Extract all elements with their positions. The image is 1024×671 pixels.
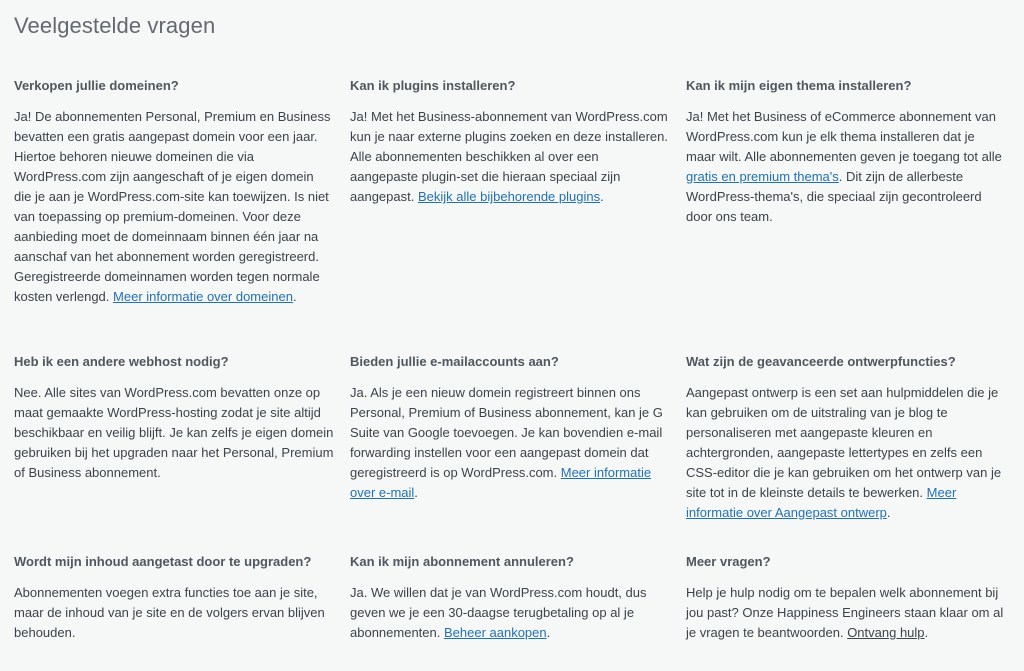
faq-item-email (350, 352, 670, 503)
faq-question: Kan ik mijn abonnement annuleren? (350, 554, 574, 569)
page-title: Veelgestelde vragen (14, 13, 216, 38)
faq-question: Bieden jullie e-mailaccounts aan? (350, 354, 559, 369)
faq-answer: Ja. Als je een nieuw domein registreert binnen ons Personal, Premium of Business abonnement, kan je G Suite van Google toevoegen. Je kan bovendien e-mail forwarding instellen voor een aangepast domein dat geregistreerd is op WordPress.com. Meer informatie over e-mail. (350, 385, 663, 500)
get-help-link[interactable]: Ontvang hulp (847, 625, 925, 640)
faq-question: Kan ik mijn eigen thema installeren? (686, 78, 912, 93)
faq-question: Wat zijn de geavanceerde ontwerpfuncties? (686, 354, 956, 369)
faq-answer: Ja! Met het Business of eCommerce abonnement van WordPress.com kun je elk thema installeren dat je maar wilt. Alle abonnementen geven je toegang tot alle gratis en premium thema's. Dit zijn de allerbeste WordPress-thema's, die speciaal zijn gecontroleerd door ons team. (686, 109, 1002, 224)
faq-answer: Help je hulp nodig om te bepalen welk abonnement bij jou past? Onze Happiness Engineers staan klaar om al je vragen te beantwoorden. Ontvang hulp. (686, 585, 1004, 640)
faq-question: Heb ik een andere webhost nodig? (14, 354, 229, 369)
faq-item-more-questions (686, 552, 1006, 643)
faq-item-webhost (14, 352, 334, 483)
faq-item-domains (14, 76, 334, 307)
faq-question: Meer vragen? (686, 554, 771, 569)
themes-link[interactable]: gratis en premium thema's (686, 169, 839, 184)
faq-question: Wordt mijn inhoud aangetast door te upgraden? (14, 554, 312, 569)
faq-answer: Abonnementen voegen extra functies toe aan je site, maar de inhoud van je site en de volgers ervan blijven behouden. (14, 585, 325, 640)
domains-info-link[interactable]: Meer informatie over domeinen (113, 289, 293, 304)
faq-question: Verkopen jullie domeinen? (14, 78, 179, 93)
faq-answer: Ja! De abonnementen Personal, Premium en Business bevatten een gratis aangepast domein voor een jaar. Hiertoe behoren nieuwe domeinen die via WordPress.com zijn aangeschaft of je eigen domein die je aan je WordPress.com-site kan toewijzen. Is niet van toepassing op premium-domeinen. Voor deze aanbieding moet de domeinnaam binnen één jaar na aanschaf van het abonnement worden geregistreerd. Geregistreerde domeinnamen worden tegen normale kosten verlengd. Meer informatie over domeinen. (14, 109, 331, 304)
plugins-link[interactable]: Bekijk alle bijbehorende plugins (417, 189, 601, 204)
design-info-link[interactable]: Meer informatie over Aangepast ontwerp (686, 485, 957, 520)
faq-item-content (14, 552, 334, 643)
faq-item-plugins (350, 76, 670, 207)
faq-question: Kan ik plugins installeren? (350, 78, 516, 93)
faq-item-design (686, 352, 1006, 523)
manage-purchases-link[interactable]: Beheer aankopen (443, 625, 547, 640)
faq-answer: Ja. We willen dat je van WordPress.com houdt, dus geven we je een 30-daagse terugbetaling op al je abonnementen. Beheer aankopen. (350, 585, 647, 640)
email-info-link[interactable]: Meer informatie over e-mail (350, 465, 652, 500)
faq-answer: Ja! Met het Business-abonnement van WordPress.com kun je naar externe plugins zoeken en deze installeren. Alle abonnementen beschikken al over een aangepaste plugin-set die hieraan speciaal zijn aangepast. Bekijk alle bijbehorende plugins. (350, 109, 668, 204)
faq-answer: Nee. Alle sites van WordPress.com bevatten onze op maat gemaakte WordPress-hosting zodat je site altijd beschikbaar en veilig blijft. Je kan zelfs je eigen domein gebruiken bij het upgraden naar het Personal, Premium of Business abonnement. (14, 385, 334, 480)
faq-answer: Aangepast ontwerp is een set aan hulpmiddelen die je kan gebruiken om de uitstraling van je blog te personaliseren met aangepaste kleuren en achtergronden, aangepaste lettertypes en zelfs een CSS-editor die je kan gebruiken om het ontwerp van je site tot in de kleinste details te bewerken. Meer informatie over Aangepast ontwerp. (686, 385, 1002, 520)
faq-item-cancel (350, 552, 670, 643)
faq-item-themes (686, 76, 1006, 227)
